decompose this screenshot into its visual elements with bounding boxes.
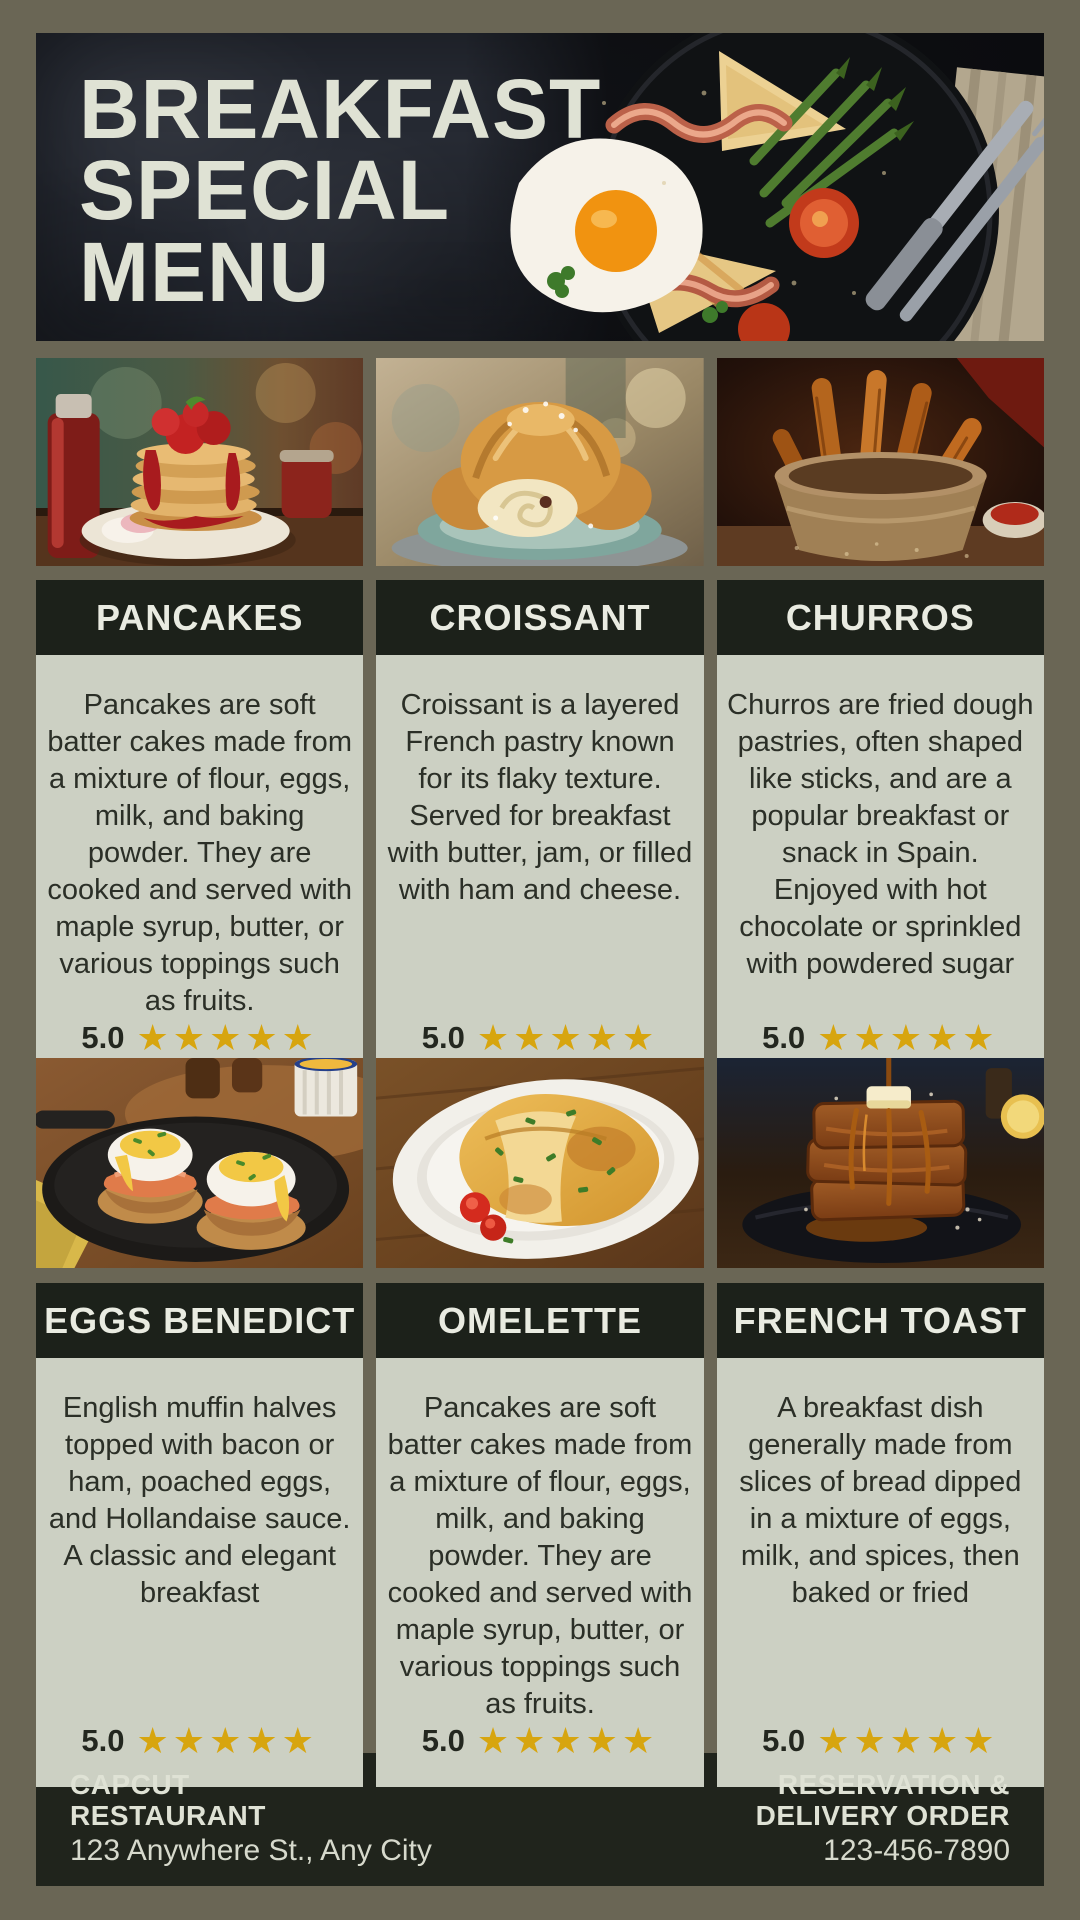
star-icons: ★★★★★ <box>817 1720 999 1761</box>
card-description: Pancakes are soft batter cakes made from a mixture of flour, eggs, milk, and baking powder. They are cooked and served with maple syrup, butter, or various toppings such as fruits. <box>387 1392 693 1720</box>
omelette-photo <box>376 1058 703 1268</box>
rating-score: 5.0 <box>421 1020 465 1055</box>
card-title: FRENCH TOAST <box>733 1299 1027 1341</box>
photo-row-2 <box>36 1058 1044 1268</box>
rating-score: 5.0 <box>421 1723 465 1758</box>
rating-score: 5.0 <box>762 1020 806 1055</box>
card-title-bar <box>36 580 363 655</box>
menu-card-churros <box>717 580 1044 1084</box>
restaurant-info <box>70 1769 432 1871</box>
restaurant-name-line2: RESTAURANT <box>70 1799 266 1831</box>
rating-score: 5.0 <box>762 1723 806 1758</box>
french-toast-photo <box>717 1058 1044 1268</box>
reservation-label-line1: RESERVATION & <box>777 1768 1010 1800</box>
hero-title-line3: MENU <box>79 224 331 319</box>
card-title-bar <box>376 580 703 655</box>
juice-ramekin <box>295 1058 358 1117</box>
card-title-bar <box>717 580 1044 655</box>
menu-card-french-toast <box>717 1283 1044 1787</box>
hero-title-line1: BREAKFAST <box>79 62 602 156</box>
restaurant-address: 123 Anywhere St., Any City <box>70 1833 432 1867</box>
hero-title-line2: SPECIAL <box>79 143 451 238</box>
card-title: CHURROS <box>785 596 975 638</box>
card-title: CROISSANT <box>429 596 651 638</box>
star-icons: ★★★★★ <box>817 1017 999 1058</box>
card-title-bar <box>717 1283 1044 1358</box>
star-icons: ★★★★★ <box>476 1017 659 1058</box>
card-row-1 <box>36 580 1044 1058</box>
bowl <box>774 452 986 561</box>
card-title-bar <box>376 1283 703 1358</box>
restaurant-name-line1: CAPCUT <box>70 1768 190 1800</box>
sauce-bowl <box>982 502 1044 538</box>
card-description: Pancakes are soft batter cakes made from a mixture of flour, eggs, milk, and baking powder. They are cooked and served with maple syrup, butter, or various toppings such as fruits. <box>47 689 352 1017</box>
menu-card-croissant <box>376 580 703 1084</box>
star-icons: ★★★★★ <box>136 1720 318 1761</box>
jam-jar <box>280 450 334 518</box>
croissant-photo <box>376 358 703 566</box>
card-description: Churros are fried dough pastries, often shaped like sticks, and are a popular breakfast or snack in Spain. Enjoyed with hot chocolate or sprinkled with powdered sugar <box>727 689 1034 980</box>
hero-title-block <box>79 62 602 319</box>
star-icons: ★★★★★ <box>476 1720 659 1761</box>
reservation-info <box>756 1769 1010 1871</box>
menu-card-omelette <box>376 1283 703 1787</box>
card-title: OMELETTE <box>437 1299 642 1341</box>
rating-score: 5.0 <box>81 1723 125 1758</box>
card-description: Croissant is a layered French pastry known for its flaky texture. Served for breakfast with butter, jam, or filled with ham and cheese. <box>387 689 693 906</box>
card-title: EGGS BENEDICT <box>44 1299 356 1341</box>
photo-row-1 <box>36 358 1044 566</box>
rating-score: 5.0 <box>81 1020 125 1055</box>
card-row-2 <box>36 1283 1044 1761</box>
card-description: A breakfast dish generally made from slices of bread dipped in a mixture of eggs, milk, and spices, then baked or fried <box>739 1392 1022 1609</box>
eggs-benedict-photo <box>36 1058 363 1268</box>
phone-number: 123-456-7890 <box>823 1833 1010 1867</box>
churros-photo <box>717 358 1044 566</box>
card-title-bar <box>36 1283 363 1358</box>
card-title: PANCAKES <box>95 596 304 638</box>
page-title <box>79 62 602 319</box>
menu-card-pancakes <box>36 580 363 1084</box>
cream-filling <box>478 479 578 537</box>
menu-card-eggs-benedict <box>36 1283 363 1787</box>
reservation-label-line2: DELIVERY ORDER <box>755 1799 1010 1831</box>
pancakes-photo <box>36 358 363 566</box>
hero-banner <box>36 33 1044 341</box>
card-description: English muffin halves topped with bacon or ham, poached eggs, and Hollandaise sauce. A classic and elegant breakfast <box>48 1392 351 1609</box>
star-icons: ★★★★★ <box>136 1017 318 1058</box>
